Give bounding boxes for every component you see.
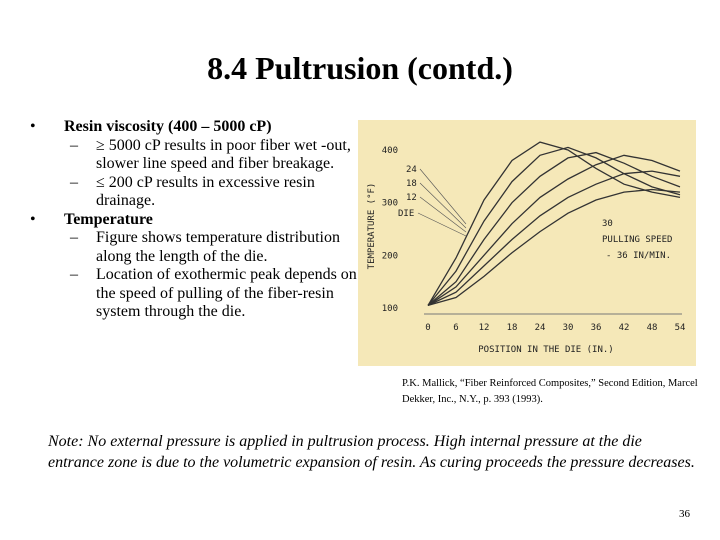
x-tick-label: 12 [478,323,490,333]
x-tick-label: 48 [646,323,658,333]
y-axis-label: TEMPERATURE (°F) [367,182,377,270]
sub-bullet-text: ≥ 5000 cP results in poor fiber wet -out, slower line speed and fiber breakage. [96,136,351,172]
sub-bullet-text: Location of exothermic peak depends on the speed of pulling of the fiber-resin system through the die. [96,266,357,320]
sub-bullet-text: ≤ 200 cP results in excessive resin drainage. [96,173,315,209]
sub-bullet-item [30,137,360,174]
annotation-text: PULLING SPEED [602,235,673,245]
x-tick-label: 6 [453,323,459,333]
bullet-item [30,118,360,137]
x-tick-label: 18 [506,323,518,333]
slide-title: 8.4 Pultrusion (contd.) [207,50,513,86]
y-tick-label: 300 [381,198,398,209]
bullet-item [30,211,360,230]
temperature-profile-figure [358,120,696,366]
leader-line [420,169,466,224]
x-tick-label: 36 [590,323,602,333]
sub-bullet-item [30,174,360,211]
bullet-dot: • [30,210,36,228]
x-tick-label: 0 [425,323,431,333]
x-tick-label: 54 [674,323,686,333]
leader-line [420,183,466,228]
bullet-list [30,118,360,322]
bullet-dot: • [30,118,36,135]
series-label: 12 [406,193,417,203]
annotation-text: - 36 IN/MIN. [606,251,672,261]
x-axis-label: POSITION IN THE DIE (IN.) [478,345,614,355]
bullet-text: Resin viscosity (400 – 5000 cP) [64,118,272,135]
dash-marker: – [70,266,78,283]
annotation-text: 30 [602,219,613,229]
bullet-text: Temperature [64,210,153,228]
x-tick-label: 30 [562,323,574,333]
series-label: 24 [406,165,417,175]
sub-bullet-item [30,266,360,322]
y-tick-label: 100 [381,304,398,314]
leader-line [420,197,466,232]
leader-line [418,213,466,236]
dash-marker: – [70,229,78,246]
x-tick-label: 24 [534,323,546,333]
x-tick-label: 42 [618,323,630,333]
dash-marker: – [70,173,78,191]
sub-bullet-item [30,229,360,266]
dash-marker: – [70,136,78,154]
page-number: 36 [679,508,690,520]
temperature-chart [358,120,696,366]
figure-caption: P.K. Mallick, “Fiber Reinforced Composites,” Second Edition, Marcel Dekker, Inc., N.Y., p. 393 (1993). [402,378,698,405]
note-text: Note: No external pressure is applied in pultrusion process. High internal pressure at the die entrance zone is due to the volumetric expansion of resin. As curing proceeds the pressure decreases. [48,433,695,471]
series-label: DIE [398,209,415,219]
y-tick-label: 200 [381,251,398,262]
sub-bullet-text: Figure shows temperature distribution along the length of the die. [96,229,340,265]
series-label: 18 [406,179,417,189]
y-tick-label: 400 [381,146,398,156]
